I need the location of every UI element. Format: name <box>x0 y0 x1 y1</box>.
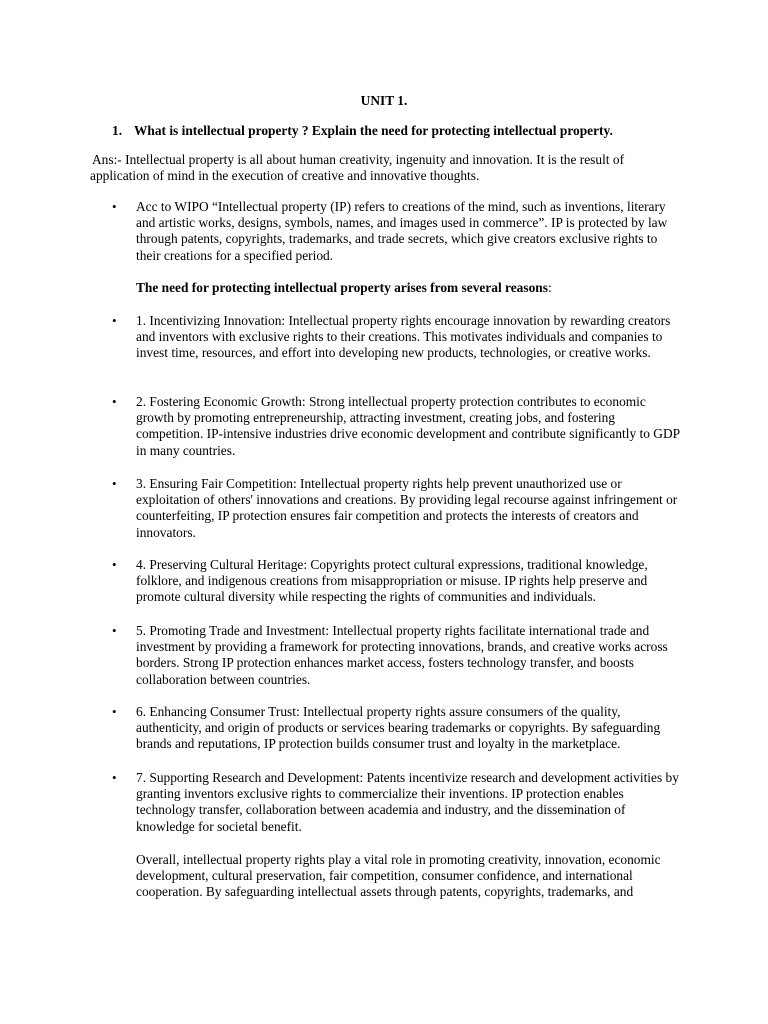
bullet-icon: • <box>112 623 117 638</box>
question-text: What is intellectual property ? Explain the need for protecting intellectual property. <box>134 123 613 138</box>
reason-item: 3. Ensuring Fair Competition: Intellectual property rights help prevent unauthorized use or exploitation of others' innovations and creations. By providing legal recourse against infringement or counterfeiting, IP protection ensures fair competition and protects the interests of creators and innovators. <box>136 476 678 540</box>
need-heading <box>136 280 684 296</box>
reason-item: 5. Promoting Trade and Investment: Intellectual property rights facilitate international trade and investment by providing a framework for protecting innovations, brands, and creative works across borders. Strong IP protection enhances market access, fosters technology transfer, and boosts collaboration between countries. <box>136 623 668 687</box>
unit-title: UNIT 1. <box>360 93 408 108</box>
bullet-icon: • <box>112 199 117 214</box>
bullet-icon: • <box>112 313 117 328</box>
definition-bullet: Acc to WIPO “Intellectual property (IP) refers to creations of the mind, such as inventions, literary and artistic works, designs, symbols, names, and images used in commerce”. IP is protected by law through patents, copyrights, trademarks, and trade secrets, which give creators exclusive rights to their creations for a specified period. <box>136 199 668 263</box>
bullet-icon: • <box>112 704 117 719</box>
bullet-icon: • <box>112 476 117 491</box>
need-heading-suffix: : <box>547 280 552 295</box>
reason-item: 4. Preserving Cultural Heritage: Copyrights protect cultural expressions, traditional knowledge, folklore, and indigenous creations from misappropriation or misuse. IP rights help preserve and promote cultural diversity while respecting the rights of communities and individuals. <box>136 557 648 605</box>
reason-item: 6. Enhancing Consumer Trust: Intellectual property rights assure consumers of the quality, authenticity, and origin of products or services bearing trademarks or copyrights. By safeguarding brands and reputations, IP protection builds consumer trust and loyalty in the marketplace. <box>136 704 661 752</box>
reason-item: 7. Supporting Research and Development: Patents incentivize research and development activities by granting inventors exclusive rights to commercialize their inventions. IP protection enables technology transfer, collaboration between academia and industry, and the dissemination of knowledge for societal benefit. <box>136 770 679 834</box>
bullet-icon: • <box>112 394 117 409</box>
question-heading <box>112 123 712 139</box>
conclusion-paragraph: Overall, intellectual property rights play a vital role in promoting creativity, innovation, economic development, cultural preservation, fair competition, consumer confidence, and international cooperation. By safeguarding intellectual assets through patents, copyrights, trademarks, and <box>136 852 661 900</box>
reason-item: 2. Fostering Economic Growth: Strong intellectual property protection contributes to economic growth by promoting entrepreneurship, attracting investment, creating jobs, and fostering competition. IP-intensive industries drive economic development and contribute significantly to GDP in many countries. <box>136 394 680 458</box>
need-heading-text: The need for protecting intellectual property arises from several reasons <box>136 280 548 295</box>
bullet-icon: • <box>112 770 117 785</box>
question-number: 1. <box>112 123 123 138</box>
answer-intro: Ans:- Intellectual property is all about human creativity, ingenuity and innovation. It is the result of application of mind in the execution of creative and innovative thoughts. <box>90 152 625 184</box>
bullet-icon: • <box>112 557 117 572</box>
reason-item: 1. Incentivizing Innovation: Intellectual property rights encourage innovation by rewarding creators and inventors with exclusive rights to their creations. This motivates individuals and companies to invest time, resources, and effort into developing new products, technologies, or creative works. <box>136 313 671 361</box>
